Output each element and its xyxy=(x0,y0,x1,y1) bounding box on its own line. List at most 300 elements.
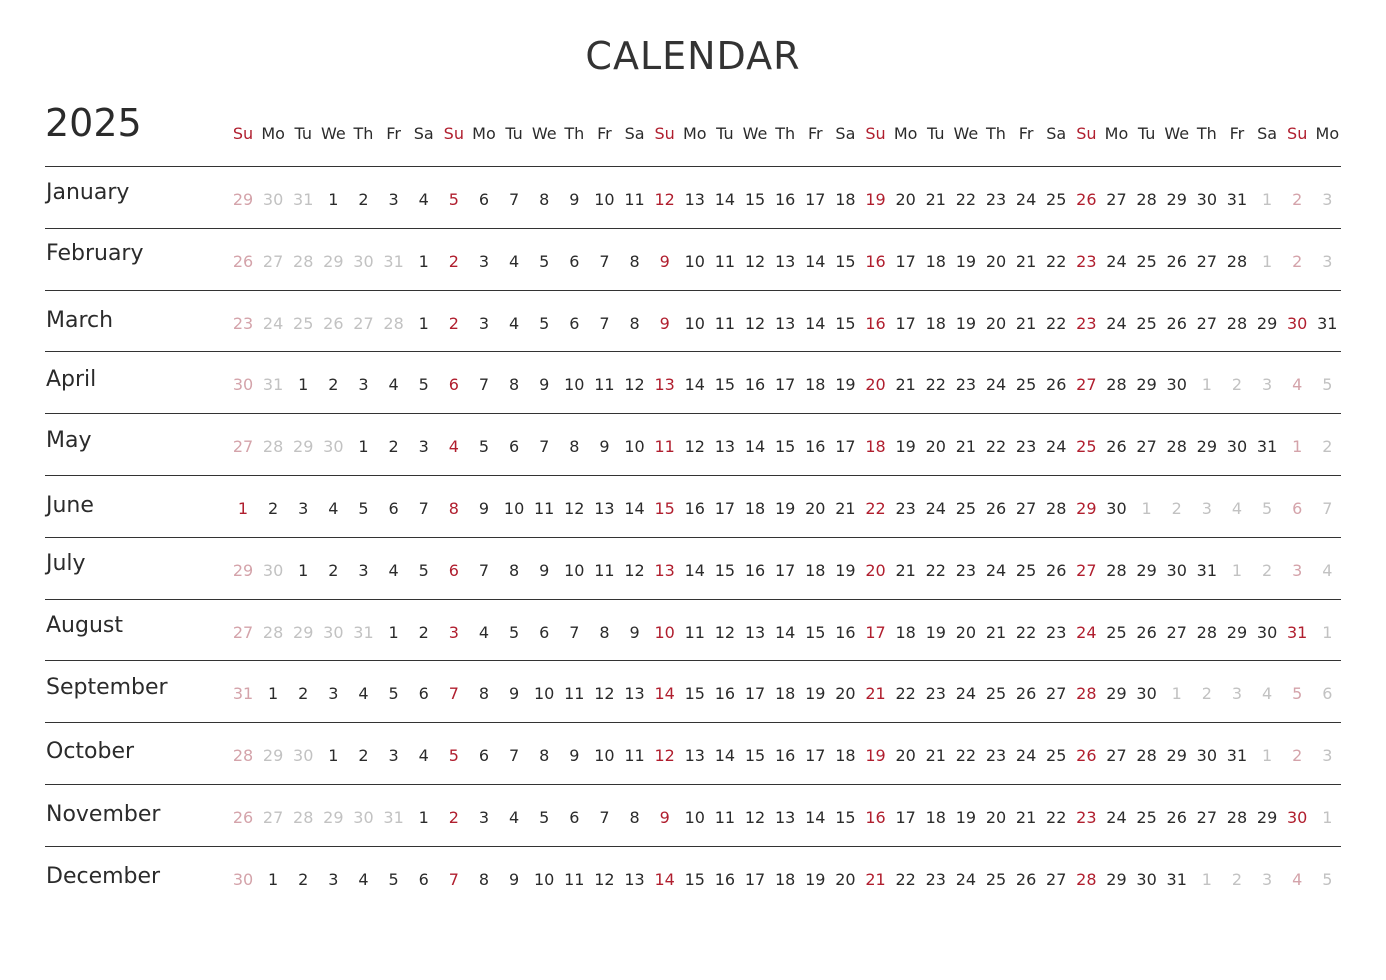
day-cell: 10 xyxy=(684,313,705,333)
day-cell: 6 xyxy=(418,869,429,889)
day-cell: 24 xyxy=(1046,437,1067,457)
day-cell: 10 xyxy=(534,869,555,889)
weekday-header: Sa xyxy=(835,124,856,143)
weekday-header: Mo xyxy=(893,124,918,143)
day-cell: 13 xyxy=(744,622,766,642)
day-cell: 11 xyxy=(624,190,645,209)
day-cell: 21 xyxy=(1015,808,1037,827)
day-cell: 16 xyxy=(865,313,886,333)
day-cell: 22 xyxy=(985,437,1007,457)
day-cell: 9 xyxy=(508,869,520,889)
weekday-header: We xyxy=(320,124,346,143)
day-cell-other-month: 31 xyxy=(293,190,314,209)
day-cell: 27 xyxy=(1136,437,1157,457)
day-cell: 15 xyxy=(835,808,856,827)
day-cell-other-month: 1 xyxy=(1171,684,1182,704)
day-cell-other-month: 30 xyxy=(232,375,254,395)
day-cell: 16 xyxy=(835,622,856,642)
day-cell: 12 xyxy=(684,437,705,457)
day-cell: 30 xyxy=(1196,190,1217,209)
day-cell: 20 xyxy=(835,869,856,889)
day-cell-other-month: 30 xyxy=(353,251,374,271)
month-row-november xyxy=(0,796,1386,836)
day-cell: 6 xyxy=(569,313,580,333)
day-cell: 22 xyxy=(955,746,977,766)
day-cell: 6 xyxy=(448,375,459,395)
day-cell: 15 xyxy=(684,869,705,889)
weekday-header: Fr xyxy=(1018,124,1034,143)
day-cell: 10 xyxy=(503,499,525,518)
day-cell: 3 xyxy=(328,684,339,704)
day-cell: 24 xyxy=(985,375,1007,395)
weekday-header: Su xyxy=(865,124,886,143)
day-cell: 2 xyxy=(448,313,459,333)
day-cell: 15 xyxy=(744,190,766,209)
weekday-header: Sa xyxy=(1046,124,1067,143)
weekday-header: Tu xyxy=(294,124,312,143)
day-cell: 30 xyxy=(1166,560,1187,580)
day-cell-other-month: 29 xyxy=(323,251,344,271)
day-cell: 2 xyxy=(448,251,459,271)
day-cell: 11 xyxy=(624,746,645,766)
day-cell: 27 xyxy=(1196,808,1217,827)
day-cell: 9 xyxy=(569,190,580,209)
day-cell-other-month: 27 xyxy=(262,251,284,271)
day-cell: 25 xyxy=(1136,808,1157,827)
day-cell: 12 xyxy=(594,684,615,704)
weekday-header: Fr xyxy=(597,124,612,143)
day-cell: 9 xyxy=(478,499,490,518)
day-cell: 23 xyxy=(985,746,1007,766)
day-cell: 2 xyxy=(328,560,339,580)
day-cell: 4 xyxy=(358,684,369,704)
day-cell: 30 xyxy=(1136,869,1157,889)
day-cell: 17 xyxy=(774,375,796,395)
day-cell-other-month: 3 xyxy=(1201,499,1212,518)
day-cell-other-month: 3 xyxy=(1261,869,1273,889)
day-cell: 15 xyxy=(744,746,766,766)
day-cell: 17 xyxy=(835,437,856,457)
day-cell: 19 xyxy=(805,684,826,704)
month-name: January xyxy=(46,180,130,205)
day-cell: 8 xyxy=(629,251,640,271)
day-cell-other-month: 31 xyxy=(262,375,284,395)
day-cell-other-month: 3 xyxy=(1322,190,1333,209)
day-cell: 26 xyxy=(1166,808,1187,827)
day-cell: 28 xyxy=(1106,375,1127,395)
month-row-december xyxy=(0,858,1386,898)
day-cell-other-month: 1 xyxy=(1261,251,1273,271)
day-cell: 22 xyxy=(1046,808,1067,827)
day-cell-other-month: 2 xyxy=(1292,190,1303,209)
month-name: July xyxy=(46,550,86,576)
day-cell: 29 xyxy=(1226,622,1248,642)
day-cell: 25 xyxy=(955,499,977,518)
weekday-header: Th xyxy=(353,124,374,143)
day-cell: 6 xyxy=(508,437,520,457)
weekday-header: Mo xyxy=(683,124,707,143)
day-cell: 29 xyxy=(1136,375,1157,395)
day-cell: 2 xyxy=(418,622,429,642)
day-cell: 8 xyxy=(448,499,459,518)
day-cell: 11 xyxy=(714,313,736,333)
day-cell-other-month: 4 xyxy=(1292,869,1303,889)
month-name: June xyxy=(46,493,94,518)
day-cell: 30 xyxy=(1136,684,1157,704)
day-cell: 13 xyxy=(624,869,645,889)
month-name: September xyxy=(46,675,168,701)
day-cell: 5 xyxy=(388,869,399,889)
day-cell: 25 xyxy=(1015,560,1037,580)
day-cell: 13 xyxy=(774,808,796,827)
day-cell: 23 xyxy=(925,869,946,889)
day-cell: 21 xyxy=(865,684,886,704)
day-cell-other-month: 30 xyxy=(262,190,284,209)
day-cell: 16 xyxy=(865,251,886,271)
day-cell: 1 xyxy=(418,313,429,333)
day-cell: 18 xyxy=(744,499,766,518)
day-cell: 28 xyxy=(1226,808,1248,827)
day-cell-other-month: 23 xyxy=(232,313,254,333)
day-cell: 28 xyxy=(1166,437,1187,457)
day-cell: 20 xyxy=(955,622,977,642)
day-cell: 3 xyxy=(478,808,490,827)
month-name: August xyxy=(46,612,123,638)
day-cell: 15 xyxy=(654,499,675,518)
day-cell: 15 xyxy=(774,437,796,457)
day-cell: 19 xyxy=(774,499,796,518)
day-cell: 19 xyxy=(865,746,886,766)
day-cell: 27 xyxy=(1076,560,1097,580)
day-cell: 21 xyxy=(865,869,886,889)
day-cell-other-month: 30 xyxy=(323,437,344,457)
day-cell: 9 xyxy=(599,437,610,457)
day-cell: 24 xyxy=(985,560,1007,580)
day-cell: 28 xyxy=(1136,746,1157,766)
day-cell: 21 xyxy=(925,190,946,209)
row-divider xyxy=(45,166,1341,167)
month-row-july xyxy=(0,549,1386,589)
day-cell-other-month: 2 xyxy=(1201,684,1212,704)
day-cell: 9 xyxy=(659,251,670,271)
day-cell: 19 xyxy=(835,375,856,395)
day-cell: 1 xyxy=(237,499,249,518)
day-cell: 12 xyxy=(714,622,736,642)
row-divider xyxy=(45,290,1341,291)
day-cell: 18 xyxy=(805,375,826,395)
day-cell: 7 xyxy=(418,499,429,518)
day-cell: 8 xyxy=(478,684,490,704)
day-cell: 7 xyxy=(508,190,520,209)
day-cell: 19 xyxy=(955,251,977,271)
day-cell: 31 xyxy=(1317,313,1338,333)
month-row-february xyxy=(0,240,1386,280)
day-cell-other-month: 28 xyxy=(232,746,254,766)
day-cell: 16 xyxy=(774,190,796,209)
day-cell: 1 xyxy=(418,251,429,271)
day-cell-other-month: 3 xyxy=(1322,251,1333,271)
day-cell: 28 xyxy=(1046,499,1067,518)
day-cell: 2 xyxy=(388,437,399,457)
day-cell: 20 xyxy=(865,375,886,395)
day-cell: 23 xyxy=(955,560,977,580)
day-cell: 5 xyxy=(539,251,550,271)
day-cell: 20 xyxy=(985,313,1007,333)
weekday-header: Tu xyxy=(716,124,734,143)
weekday-header: Su xyxy=(232,124,254,143)
day-cell: 15 xyxy=(835,313,856,333)
day-cell: 30 xyxy=(1287,808,1308,827)
day-cell: 24 xyxy=(955,684,977,704)
day-cell: 21 xyxy=(1015,251,1037,271)
day-cell: 20 xyxy=(925,437,946,457)
day-cell: 17 xyxy=(805,746,826,766)
day-cell: 12 xyxy=(744,251,766,271)
day-cell: 11 xyxy=(564,869,585,889)
day-cell: 20 xyxy=(805,499,826,518)
day-cell: 31 xyxy=(1196,560,1217,580)
day-cell: 24 xyxy=(1106,251,1127,271)
weekday-header: Sa xyxy=(624,124,645,143)
day-cell: 22 xyxy=(925,560,946,580)
day-cell: 2 xyxy=(268,499,279,518)
day-cell: 23 xyxy=(1076,808,1097,827)
day-cell: 17 xyxy=(774,560,796,580)
day-cell: 17 xyxy=(865,622,886,642)
day-cell: 20 xyxy=(895,190,916,209)
day-cell-other-month: 1 xyxy=(1261,190,1273,209)
day-cell: 28 xyxy=(1076,684,1097,704)
day-cell: 8 xyxy=(478,869,490,889)
day-cell: 12 xyxy=(594,869,615,889)
month-row-june xyxy=(0,487,1386,527)
day-cell: 3 xyxy=(388,746,399,766)
month-name: April xyxy=(46,367,97,393)
day-cell: 24 xyxy=(1106,808,1127,827)
weekday-header: Sa xyxy=(413,124,434,143)
day-cell: 5 xyxy=(539,808,550,827)
day-cell: 16 xyxy=(865,808,886,827)
day-cell: 26 xyxy=(985,499,1007,518)
day-cell: 18 xyxy=(835,746,856,766)
day-cell: 10 xyxy=(564,375,585,395)
day-cell-other-month: 4 xyxy=(1231,499,1243,518)
page-title: CALENDAR xyxy=(585,34,801,78)
day-cell-other-month: 4 xyxy=(1261,684,1273,704)
day-cell: 13 xyxy=(624,684,645,704)
day-cell: 13 xyxy=(774,313,796,333)
day-cell: 31 xyxy=(1226,190,1248,209)
day-cell: 7 xyxy=(599,313,610,333)
day-cell: 19 xyxy=(865,190,886,209)
month-row-march xyxy=(0,302,1386,342)
day-cell: 16 xyxy=(774,746,796,766)
day-cell-other-month: 28 xyxy=(262,622,284,642)
day-cell: 9 xyxy=(508,684,520,704)
day-cell: 20 xyxy=(835,684,856,704)
day-cell: 7 xyxy=(448,684,459,704)
day-cell: 8 xyxy=(599,622,610,642)
day-cell: 28 xyxy=(1226,313,1248,333)
day-cell: 23 xyxy=(895,499,916,518)
day-cell: 11 xyxy=(564,684,585,704)
day-cell: 7 xyxy=(599,251,610,271)
row-divider xyxy=(45,228,1341,229)
day-cell: 21 xyxy=(835,499,856,518)
day-cell: 12 xyxy=(744,808,766,827)
day-cell-other-month: 4 xyxy=(1292,375,1303,395)
day-cell: 11 xyxy=(534,499,555,518)
day-cell: 3 xyxy=(418,437,429,457)
day-cell: 27 xyxy=(1166,622,1187,642)
day-cell: 8 xyxy=(539,746,550,766)
day-cell-other-month: 29 xyxy=(262,746,284,766)
day-cell: 4 xyxy=(388,375,399,395)
day-cell-other-month: 1 xyxy=(1201,375,1212,395)
day-cell: 26 xyxy=(1166,313,1187,333)
day-cell: 31 xyxy=(1166,869,1187,889)
weekday-header: Mo xyxy=(1315,124,1340,143)
weekday-header: We xyxy=(953,124,979,143)
month-name: February xyxy=(46,240,144,266)
day-cell: 21 xyxy=(1015,313,1037,333)
day-cell: 2 xyxy=(448,808,459,827)
day-cell: 28 xyxy=(1106,560,1127,580)
day-cell: 9 xyxy=(659,808,670,827)
day-cell: 2 xyxy=(298,684,309,704)
day-cell: 16 xyxy=(744,560,766,580)
day-cell-other-month: 30 xyxy=(262,560,284,580)
day-cell-other-month: 2 xyxy=(1231,869,1243,889)
day-cell: 4 xyxy=(508,313,520,333)
day-cell: 19 xyxy=(925,622,946,642)
day-cell: 29 xyxy=(1106,869,1127,889)
day-cell: 20 xyxy=(865,560,886,580)
day-cell: 7 xyxy=(569,622,580,642)
weekday-header: Tu xyxy=(505,124,523,143)
day-cell: 11 xyxy=(684,622,705,642)
day-cell-other-month: 5 xyxy=(1292,684,1303,704)
day-cell: 16 xyxy=(684,499,705,518)
day-cell: 9 xyxy=(539,560,550,580)
weekday-header: Su xyxy=(654,124,675,143)
day-cell: 6 xyxy=(478,190,490,209)
day-cell: 4 xyxy=(508,251,520,271)
day-cell-other-month: 29 xyxy=(232,560,254,580)
day-cell-other-month: 27 xyxy=(232,437,254,457)
day-cell: 17 xyxy=(895,251,916,271)
day-cell: 27 xyxy=(1076,375,1097,395)
day-cell: 26 xyxy=(1015,684,1037,704)
day-cell: 25 xyxy=(985,869,1007,889)
day-cell: 19 xyxy=(955,313,977,333)
day-cell: 1 xyxy=(328,190,339,209)
day-cell: 8 xyxy=(539,190,550,209)
day-cell: 27 xyxy=(1196,251,1217,271)
day-cell: 5 xyxy=(388,684,399,704)
month-row-january xyxy=(0,178,1386,218)
day-cell: 1 xyxy=(418,808,429,827)
day-cell: 3 xyxy=(358,375,369,395)
day-cell-other-month: 26 xyxy=(323,313,344,333)
row-divider xyxy=(45,722,1341,723)
day-cell: 13 xyxy=(774,251,796,271)
day-cell: 22 xyxy=(955,190,977,209)
day-cell-other-month: 5 xyxy=(1322,869,1333,889)
day-cell: 3 xyxy=(478,313,490,333)
day-cell: 9 xyxy=(569,746,580,766)
day-cell: 26 xyxy=(1106,437,1127,457)
day-cell-other-month: 28 xyxy=(293,251,314,271)
day-cell: 17 xyxy=(895,313,916,333)
weekday-header: Tu xyxy=(1137,124,1156,143)
day-cell: 21 xyxy=(955,437,977,457)
day-cell: 11 xyxy=(594,560,615,580)
row-divider xyxy=(45,784,1341,785)
day-cell: 21 xyxy=(925,746,946,766)
day-cell: 8 xyxy=(508,560,520,580)
day-cell: 21 xyxy=(985,622,1007,642)
day-cell: 7 xyxy=(508,746,520,766)
day-cell: 10 xyxy=(684,251,705,271)
weekday-header: Fr xyxy=(1229,124,1245,143)
day-cell: 25 xyxy=(1136,251,1157,271)
day-cell: 27 xyxy=(1196,313,1217,333)
day-cell: 22 xyxy=(895,684,916,704)
day-cell: 4 xyxy=(358,869,369,889)
day-cell: 24 xyxy=(1015,746,1037,766)
day-cell: 21 xyxy=(895,375,916,395)
day-cell: 10 xyxy=(564,560,585,580)
day-cell: 12 xyxy=(624,375,645,395)
day-cell: 20 xyxy=(985,808,1007,827)
day-cell-other-month: 3 xyxy=(1231,684,1243,704)
day-cell: 25 xyxy=(1046,746,1067,766)
day-cell: 23 xyxy=(1076,313,1097,333)
day-cell-other-month: 30 xyxy=(323,622,344,642)
weekday-header: Th xyxy=(564,124,585,143)
day-cell: 4 xyxy=(478,622,490,642)
day-cell: 1 xyxy=(328,746,339,766)
day-cell-other-month: 31 xyxy=(232,684,254,704)
day-cell: 5 xyxy=(418,560,429,580)
day-cell: 11 xyxy=(594,375,615,395)
day-cell: 11 xyxy=(714,251,736,271)
day-cell-other-month: 28 xyxy=(262,437,284,457)
day-cell-other-month: 29 xyxy=(293,622,314,642)
day-cell: 18 xyxy=(865,437,886,457)
day-cell-other-month: 2 xyxy=(1171,499,1182,518)
row-divider xyxy=(45,351,1341,352)
day-cell: 15 xyxy=(714,560,736,580)
day-cell: 18 xyxy=(895,622,916,642)
day-cell: 10 xyxy=(594,190,615,209)
day-cell-other-month: 1 xyxy=(1231,560,1243,580)
day-cell: 14 xyxy=(714,190,736,209)
day-cell: 26 xyxy=(1076,746,1097,766)
day-cell: 3 xyxy=(448,622,459,642)
row-divider xyxy=(45,413,1341,414)
row-divider xyxy=(45,537,1341,538)
day-cell: 29 xyxy=(1256,808,1278,827)
day-cell: 26 xyxy=(1015,869,1037,889)
day-cell: 8 xyxy=(629,808,640,827)
day-cell: 4 xyxy=(418,190,429,209)
weekday-header: Fr xyxy=(386,124,401,143)
day-cell: 3 xyxy=(358,560,369,580)
weekday-header: Mo xyxy=(1104,124,1129,143)
weekday-header: Fr xyxy=(807,124,823,143)
